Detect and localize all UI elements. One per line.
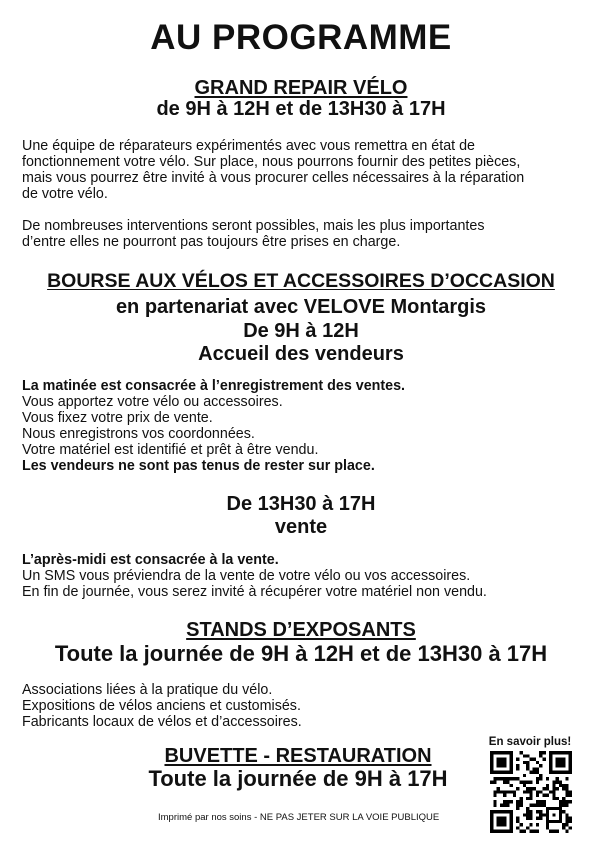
- text-line: Fabricants locaux de vélos et d’accessoires.: [22, 714, 302, 730]
- text-line: de votre vélo.: [22, 186, 108, 202]
- text-line: Votre matériel est identifié et prêt à être vendu.: [22, 442, 319, 458]
- stands-hours: Toute la journée de 9H à 12H et de 13H30 à 17H: [54, 641, 548, 666]
- text-line: De nombreuses interventions seront possibles, mais les plus importantes: [22, 218, 485, 234]
- page-title: AU PROGRAMME: [150, 18, 452, 57]
- repair-heading: GRAND REPAIR VÉLO: [194, 77, 408, 99]
- text-line: L’après-midi est consacrée à la vente.: [22, 552, 279, 568]
- text-line: En fin de journée, vous serez invité à récupérer votre matériel non vendu.: [22, 584, 487, 600]
- text-line: Les vendeurs ne sont pas tenus de rester sur place.: [22, 458, 375, 474]
- qr-label: En savoir plus!: [488, 736, 572, 748]
- text-line: Un SMS vous préviendra de la vente de votre vélo ou vos accessoires.: [22, 568, 471, 584]
- text-line: Une équipe de réparateurs expérimentés avec vous remettra en état de: [22, 138, 475, 154]
- buvette-hours: Toute la journée de 9H à 17H: [148, 766, 448, 791]
- text-line: Associations liées à la pratique du vélo.: [22, 682, 273, 698]
- bourse-partner: en partenariat avec VELOVE Montargis: [115, 296, 487, 318]
- text-line: mais vous pourrez être invité à vous procurer celles nécessaires à la réparation: [22, 170, 525, 186]
- repair-hours: de 9H à 12H et de 13H30 à 17H: [156, 98, 446, 120]
- stands-heading: STANDS D’EXPOSANTS: [186, 619, 416, 641]
- text-line: Nous enregistrons vos coordonnées.: [22, 426, 255, 442]
- stands-details: [22, 682, 587, 730]
- text-line: d’entre elles ne pourront pas toujours être prises en charge.: [22, 234, 401, 250]
- bourse-afternoon-title: vente: [274, 516, 328, 538]
- repair-description: [22, 138, 587, 202]
- buvette-heading: BUVETTE - RESTAURATION: [164, 745, 432, 767]
- bourse-morning-title: Accueil des vendeurs: [198, 343, 404, 365]
- bourse-afternoon-hours: De 13H30 à 17H: [226, 493, 376, 515]
- text-line: La matinée est consacrée à l’enregistrement des ventes.: [22, 378, 406, 394]
- qr-code-icon[interactable]: [490, 751, 572, 833]
- text-line: fonctionnement votre vélo. Sur place, nous pourrons fournir des petites pièces,: [22, 154, 521, 170]
- text-line: Vous apportez votre vélo ou accessoires.: [22, 394, 283, 410]
- repair-note: [22, 218, 587, 250]
- text-line: Expositions de vélos anciens et customisés.: [22, 698, 301, 714]
- text-line: Vous fixez votre prix de vente.: [22, 410, 213, 426]
- footer-note: Imprimé par nos soins - NE PAS JETER SUR LA VOIE PUBLIQUE: [158, 812, 440, 823]
- bourse-morning-details: [22, 378, 587, 474]
- bourse-morning-hours: De 9H à 12H: [243, 320, 359, 342]
- bourse-afternoon-details: [22, 552, 587, 600]
- bourse-heading: BOURSE AUX VÉLOS ET ACCESSOIRES D’OCCASION: [47, 270, 555, 292]
